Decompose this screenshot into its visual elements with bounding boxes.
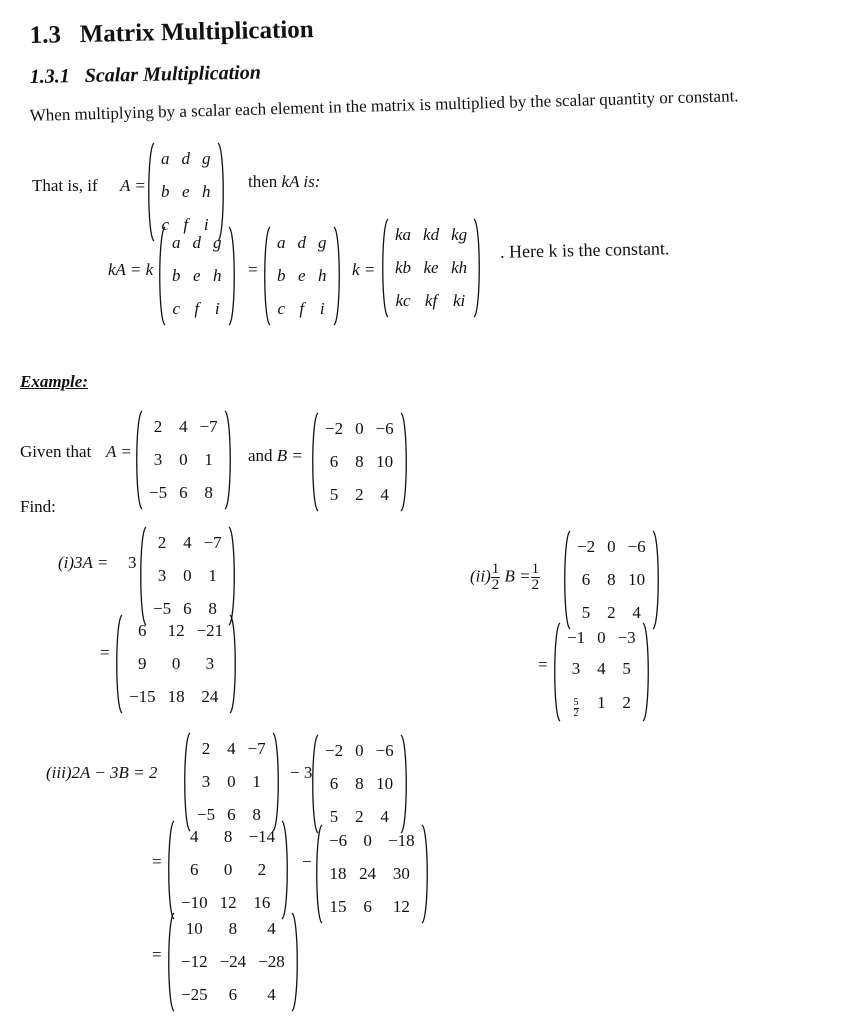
matrix-cell: b — [277, 265, 286, 285]
matrix-cell: 2 — [157, 532, 167, 552]
matrix-cell: 18 — [329, 863, 347, 883]
matrix-cell: 6 — [227, 805, 236, 825]
matrix-cell: 0 — [607, 536, 616, 556]
part-i-label: (i)3A = — [58, 553, 109, 572]
matrix-cell: 0 — [223, 859, 233, 879]
part-iii-equals-2: = — [152, 945, 162, 964]
matrix-cell: f — [183, 215, 189, 235]
part-iii-matrix-A-left-bracket — [182, 732, 191, 832]
part-iii-equals-1: = — [152, 852, 162, 871]
matrix-cell: −7 — [247, 738, 266, 758]
matrix-A-symbolic-3-right-bracket — [333, 226, 342, 326]
part-i-result-matrix-left-bracket — [114, 614, 123, 714]
matrix-cell: −24 — [219, 951, 247, 971]
matrix-cell: kf — [424, 291, 438, 311]
matrix-cell: d — [192, 232, 201, 252]
part-iii-matrix-B-left-bracket — [310, 734, 319, 834]
matrix-cell: 0 — [363, 830, 372, 850]
matrix-cell: −5 — [197, 805, 216, 825]
example-matrix-B-left-bracket — [310, 412, 319, 512]
matrix-cell: i — [319, 299, 325, 319]
matrix-cell: 6 — [183, 599, 192, 619]
matrix-cell: h — [202, 181, 211, 201]
matrix-cell: −15 — [129, 687, 156, 707]
matrix-cell: 8 — [252, 805, 261, 825]
matrix-cell: a — [277, 232, 286, 252]
subsection-title: Scalar Multiplication — [84, 61, 262, 87]
matrix-cell: ke — [423, 257, 439, 277]
matrix-cell: 4 — [267, 985, 276, 1005]
matrix-cell: c — [161, 215, 170, 235]
matrix-cell: 2 — [201, 738, 211, 758]
subsection-number: 1.3.1 — [29, 65, 70, 89]
matrix-cell: b — [172, 265, 181, 285]
matrix-cell: 0 — [355, 418, 364, 438]
matrix-cell: −1 — [567, 627, 586, 647]
matrix-kA-right-bracket — [473, 218, 482, 318]
matrix-cell: 0 — [183, 565, 192, 585]
section-number: 1.3 — [29, 21, 62, 50]
part-iii-minus-3: − 3 — [290, 763, 313, 782]
matrix-cell: −7 — [203, 532, 222, 552]
part-iii-label: (iii)2A − 3B = 2 — [46, 763, 158, 782]
matrix-cell: 8 — [607, 569, 616, 589]
matrix-cell: 10 — [376, 451, 394, 471]
matrix-cell: 8 — [204, 483, 213, 503]
matrix-cell: −12 — [181, 951, 208, 971]
matrix-kA-left-bracket — [380, 218, 389, 318]
matrix-cell: 6 — [190, 859, 199, 879]
matrix-cell: 4 — [380, 485, 389, 505]
part-i-matrix-A — [138, 526, 237, 626]
matrix-cell: 5 — [622, 659, 631, 679]
matrix-cell: −10 — [181, 893, 208, 913]
part-ii-label: (ii) $\frac{1}{2}$ B = $\frac{1}{2}$ — [470, 561, 540, 593]
section-title: Matrix Multiplication — [79, 16, 314, 48]
and-text: and B = — [248, 446, 303, 465]
matrix-cell: −6 — [375, 418, 394, 438]
matrix-cell: −6 — [375, 740, 394, 760]
matrix-cell: 8 — [208, 599, 217, 619]
that-is-text: That is, if — [32, 176, 98, 195]
matrix-cell: 24 — [359, 863, 377, 883]
part-ii-matrix-B-right-bracket — [652, 530, 661, 630]
example-A-equals: A = — [106, 442, 132, 461]
matrix-cell: d — [297, 232, 306, 252]
matrix-cell: g — [202, 148, 211, 168]
part-i-result-matrix-right-bracket — [229, 614, 238, 714]
part-iii-matrix-2A-left-bracket — [166, 820, 175, 920]
k-equals-label: k = — [352, 260, 376, 279]
part-iii-result-matrix-left-bracket — [166, 912, 175, 1012]
example-heading: Example: — [20, 372, 88, 391]
example-matrix-A-right-bracket — [224, 410, 233, 510]
A-equals-label: A = — [120, 176, 146, 195]
part-i-scalar: 3 — [128, 553, 137, 572]
example-matrix-A-left-bracket — [134, 410, 143, 510]
part-ii-result-matrix-right-bracket — [642, 622, 651, 722]
matrix-A-symbolic-3-left-bracket — [262, 226, 271, 326]
matrix-cell: 2 — [257, 859, 267, 879]
matrix-cell: f — [299, 299, 305, 319]
part-iii-matrix-3B-left-bracket — [314, 824, 323, 924]
matrix-cell: ki — [452, 291, 466, 311]
matrix-A-symbolic-3 — [262, 226, 342, 326]
part-iii-minus: − — [302, 852, 312, 871]
matrix-cell: 16 — [253, 893, 271, 913]
matrix-cell: −18 — [388, 830, 415, 850]
matrix-cell: 6 — [329, 773, 339, 793]
matrix-cell: −3 — [617, 627, 636, 647]
given-that-text: Given that — [20, 442, 92, 461]
matrix-cell: 9 — [138, 653, 147, 673]
matrix-cell: d — [181, 148, 190, 168]
matrix-cell: b — [161, 181, 170, 201]
matrix-cell: 4 — [183, 532, 192, 552]
matrix-cell: 6 — [179, 483, 188, 503]
matrix-cell: −2 — [325, 740, 344, 760]
part-iii-matrix-B — [310, 734, 409, 834]
matrix-cell: 30 — [392, 863, 410, 883]
matrix-cell: i — [214, 299, 220, 319]
matrix-A-symbolic-2 — [157, 226, 237, 326]
matrix-cell: 10 — [628, 569, 646, 589]
matrix-cell: 10 — [185, 918, 203, 938]
matrix-cell: 3 — [205, 653, 215, 673]
matrix-cell: 5 — [581, 603, 591, 623]
part-i-matrix-A-left-bracket — [138, 526, 147, 626]
part-iii-result-matrix-right-bracket — [291, 912, 300, 1012]
matrix-cell: 3 — [157, 565, 167, 585]
part-iii-matrix-B-right-bracket — [400, 734, 409, 834]
part-iii-matrix-A-right-bracket — [272, 732, 281, 832]
matrix-cell: 8 — [355, 451, 364, 471]
matrix-cell: 0 — [171, 653, 181, 673]
part-iii-result-matrix — [166, 912, 300, 1012]
matrix-cell: 0 — [597, 627, 606, 647]
matrix-cell: c — [277, 299, 286, 319]
matrix-cell: −6 — [627, 536, 646, 556]
matrix-cell: 4 — [597, 659, 606, 679]
matrix-cell: h — [213, 265, 222, 285]
matrix-cell: 6 — [228, 985, 238, 1005]
half-fraction: $\frac{1}{2}$ — [491, 561, 500, 593]
matrix-cell: 1 — [252, 771, 261, 791]
find-text: Find: — [20, 497, 56, 516]
matrix-cell: kc — [395, 291, 411, 311]
matrix-cell: 1 — [208, 565, 217, 585]
matrix-cell: 0 — [179, 449, 188, 469]
matrix-cell: 2 — [355, 807, 364, 827]
matrix-cell: 3 — [153, 449, 163, 469]
matrix-cell: 0 — [227, 771, 236, 791]
matrix-cell: c — [172, 299, 181, 319]
matrix-cell: 4 — [632, 603, 641, 623]
matrix-cell: −28 — [258, 951, 285, 971]
matrix-cell: 24 — [201, 687, 219, 707]
matrix-cell: −5 — [153, 599, 172, 619]
matrix-cell: kg — [451, 224, 468, 244]
matrix-cell: −2 — [325, 418, 344, 438]
part-ii-result-matrix — [552, 622, 651, 722]
matrix-cell: 2 — [607, 603, 616, 623]
matrix-cell: a — [161, 148, 170, 168]
matrix-cell: 4 — [227, 738, 236, 758]
kA-equals-label: kA = k — [108, 260, 154, 279]
part-iii-matrix-2A — [166, 820, 290, 920]
matrix-cell: i — [203, 215, 209, 235]
matrix-cell: 2 — [355, 485, 364, 505]
matrix-cell: ka — [395, 224, 412, 244]
matrix-A-symbolic-left-bracket — [146, 142, 155, 242]
matrix-cell: 12 — [219, 893, 237, 913]
matrix-cell: 15 — [329, 897, 347, 917]
matrix-cell: 5 — [329, 485, 339, 505]
matrix-cell: 3 — [571, 659, 581, 679]
matrix-cell: −7 — [199, 416, 218, 436]
part-i-matrix-A-right-bracket — [228, 526, 237, 626]
part-ii-matrix-B-left-bracket — [562, 530, 571, 630]
matrix-cell: 4 — [267, 918, 276, 938]
matrix-cell: kh — [451, 257, 468, 277]
example-matrix-A — [134, 410, 233, 510]
matrix-cell: kd — [423, 224, 440, 244]
matrix-cell: 12 — [392, 897, 410, 917]
matrix-cell: 8 — [355, 773, 364, 793]
matrix-cell: 0 — [355, 740, 364, 760]
matrix-cell: −25 — [181, 985, 208, 1005]
matrix-cell: 12 — [167, 620, 185, 640]
matrix-cell: kb — [395, 257, 412, 277]
matrix-cell: $\frac{5}{2}$ — [573, 696, 579, 719]
matrix-cell: 2 — [153, 416, 163, 436]
matrix-cell: 4 — [179, 416, 188, 436]
matrix-cell: 2 — [622, 693, 631, 713]
example-matrix-B — [310, 412, 409, 512]
matrix-cell: f — [194, 299, 200, 319]
matrix-cell: 10 — [376, 773, 394, 793]
half-fraction-2: $\frac{1}{2}$ — [531, 561, 540, 593]
part-i-result-matrix — [114, 614, 238, 714]
matrix-cell: −2 — [577, 536, 596, 556]
then-text: then kA is: — [248, 172, 321, 191]
matrix-cell: −21 — [196, 620, 224, 640]
matrix-A-symbolic-2-left-bracket — [157, 226, 166, 326]
matrix-kA — [380, 218, 482, 318]
matrix-cell: e — [192, 265, 201, 285]
matrix-cell: −6 — [329, 830, 348, 850]
matrix-cell: g — [318, 232, 327, 252]
intro-paragraph: When multiplying by a scalar each element in the matrix is multiplied by the scalar quantity or constant. — [29, 86, 739, 126]
here-k-constant-text: . Here k is the constant. — [499, 238, 670, 262]
matrix-cell: e — [297, 265, 306, 285]
matrix-cell: 4 — [190, 826, 199, 846]
matrix-cell: 5 — [329, 807, 339, 827]
matrix-A-symbolic-2-right-bracket — [228, 226, 237, 326]
matrix-cell: 8 — [228, 918, 238, 938]
section-heading — [29, 16, 314, 50]
part-ii-equals: = — [538, 655, 548, 674]
equals-sign: = — [248, 260, 258, 279]
matrix-cell: 3 — [201, 771, 211, 791]
matrix-cell: e — [181, 181, 190, 201]
matrix-cell: a — [172, 232, 181, 252]
matrix-cell: 4 — [380, 807, 389, 827]
part-iii-matrix-3B-right-bracket — [421, 824, 430, 924]
example-matrix-B-right-bracket — [400, 412, 409, 512]
matrix-cell: h — [318, 265, 327, 285]
part-i-equals: = — [100, 643, 110, 662]
subsection-heading — [30, 62, 262, 89]
matrix-cell: 6 — [363, 897, 372, 917]
matrix-cell: −14 — [248, 826, 276, 846]
part-ii-result-matrix-left-bracket — [552, 622, 561, 722]
part-ii-matrix-B — [562, 530, 661, 630]
matrix-cell: 6 — [138, 620, 147, 640]
matrix-cell: −5 — [149, 483, 168, 503]
matrix-cell: g — [213, 232, 222, 252]
matrix-cell: 1 — [204, 449, 213, 469]
matrix-cell: 18 — [167, 687, 185, 707]
matrix-cell: 8 — [223, 826, 233, 846]
part-iii-matrix-A — [182, 732, 281, 832]
matrix-cell: 6 — [581, 569, 591, 589]
part-iii-matrix-3B — [314, 824, 430, 924]
part-iii-matrix-2A-right-bracket — [281, 820, 290, 920]
matrix-cell: 6 — [329, 451, 339, 471]
matrix-cell: 1 — [597, 693, 606, 713]
